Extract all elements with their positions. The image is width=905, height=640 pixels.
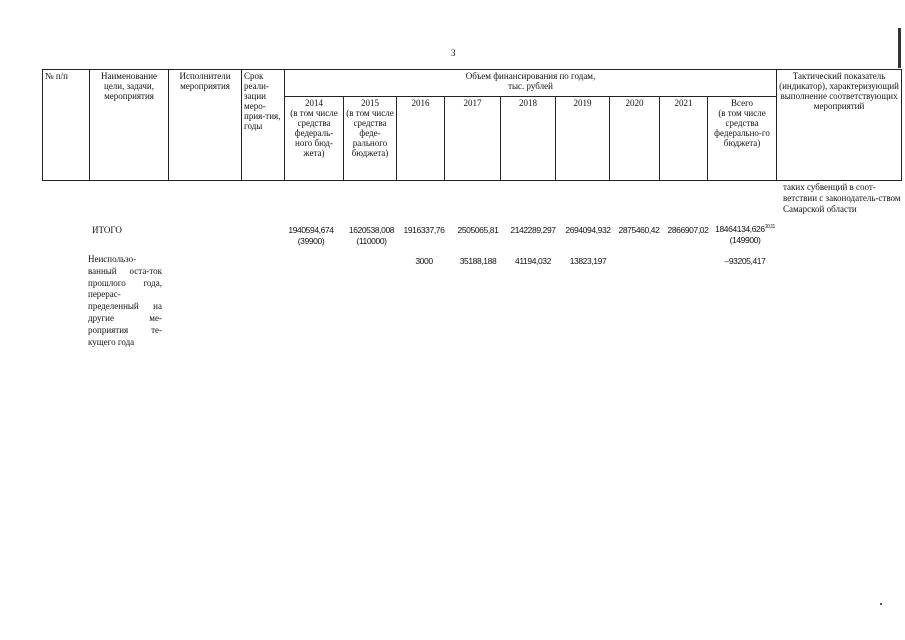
unused-2018: 41194,032 — [515, 256, 551, 266]
year-2014: 2014 — [305, 98, 323, 108]
year-2015: 2015 — [361, 98, 379, 108]
col-header-2020: 2020 — [610, 97, 660, 181]
unused-2019: 13823,197 — [569, 256, 607, 266]
col-header-total — [708, 97, 777, 181]
itogo-2014 — [280, 225, 342, 247]
col-header-2019: 2019 — [556, 97, 610, 181]
itogo-2019: 2694094,932 — [565, 225, 611, 235]
itogo-total — [708, 222, 782, 246]
itogo-2015-federal: (110000) — [356, 236, 387, 246]
col-header-2017: 2017 — [445, 97, 501, 181]
itogo-2014-federal: (39900) — [297, 236, 325, 246]
itogo-total-number: 18464134,626 — [715, 223, 765, 234]
col-header-term: Срок реали-зации меро-прия-тия, годы — [242, 70, 285, 181]
itogo-2015-value: 1620538,008 — [348, 225, 395, 235]
itogo-2017: 2505065,81 — [457, 225, 499, 235]
program-header-table — [42, 69, 902, 181]
unused-2016: 3000 — [415, 256, 433, 266]
itogo-total-federal: (149900) — [729, 234, 761, 245]
itogo-2016: 1916337,76 — [403, 225, 445, 235]
itogo-label: ИТОГО — [92, 225, 122, 235]
financing-unit: тыс. рублей — [508, 81, 553, 91]
col-header-2018: 2018 — [501, 97, 556, 181]
col-header-2016: 2016 — [397, 97, 445, 181]
unused-balance-label: Неиспользо-ванный оста-ток прошлого года, перерас-пределенный на другие ме-роприятия те-кущего года — [88, 254, 162, 347]
col-header-goal: Наименование цели, задачи, мероприятия — [90, 70, 169, 181]
scan-edge-mark — [898, 28, 901, 68]
itogo-2020: 2875460,42 — [618, 225, 660, 235]
page-number: 3 — [451, 48, 456, 58]
itogo-2014-value: 1940594,674 — [288, 225, 334, 235]
itogo-2021: 2866907,02 — [667, 225, 709, 235]
unused-2017: 35188,188 — [459, 256, 497, 266]
col-header-number: № п/п — [43, 70, 90, 181]
year-2015-note: (в том числе средства феде-рального бюджета) — [346, 108, 394, 158]
col-header-financing — [285, 70, 777, 97]
col-header-indicator: Тактический показатель (индикатор), характеризующий выполнение соответствующих мероприятий — [777, 70, 902, 181]
col-header-executors: Исполнители мероприятия — [169, 70, 242, 181]
itogo-2018: 2142289,297 — [510, 225, 556, 235]
itogo-total-value — [708, 222, 782, 235]
year-2014-note: (в том числе средства федераль-ного бюд-жета) — [290, 108, 338, 158]
itogo-2015 — [343, 225, 400, 247]
unused-total: –93205,417 — [724, 256, 766, 266]
total-note: (в том числе средства федерально-го бюджета) — [714, 108, 770, 148]
financing-title: Объем финансирования по годам, — [465, 71, 596, 81]
indicator-continuation-text: таких субвенций в соот-ветствии с законодатель-ством Самарской области — [783, 182, 901, 214]
col-header-2021: 2021 — [660, 97, 708, 181]
scan-speck — [880, 603, 882, 605]
col-header-2014 — [285, 97, 344, 181]
col-header-2015 — [344, 97, 397, 181]
itogo-total-footnote: 10,11 — [764, 224, 775, 230]
total-label: Всего — [730, 98, 754, 108]
